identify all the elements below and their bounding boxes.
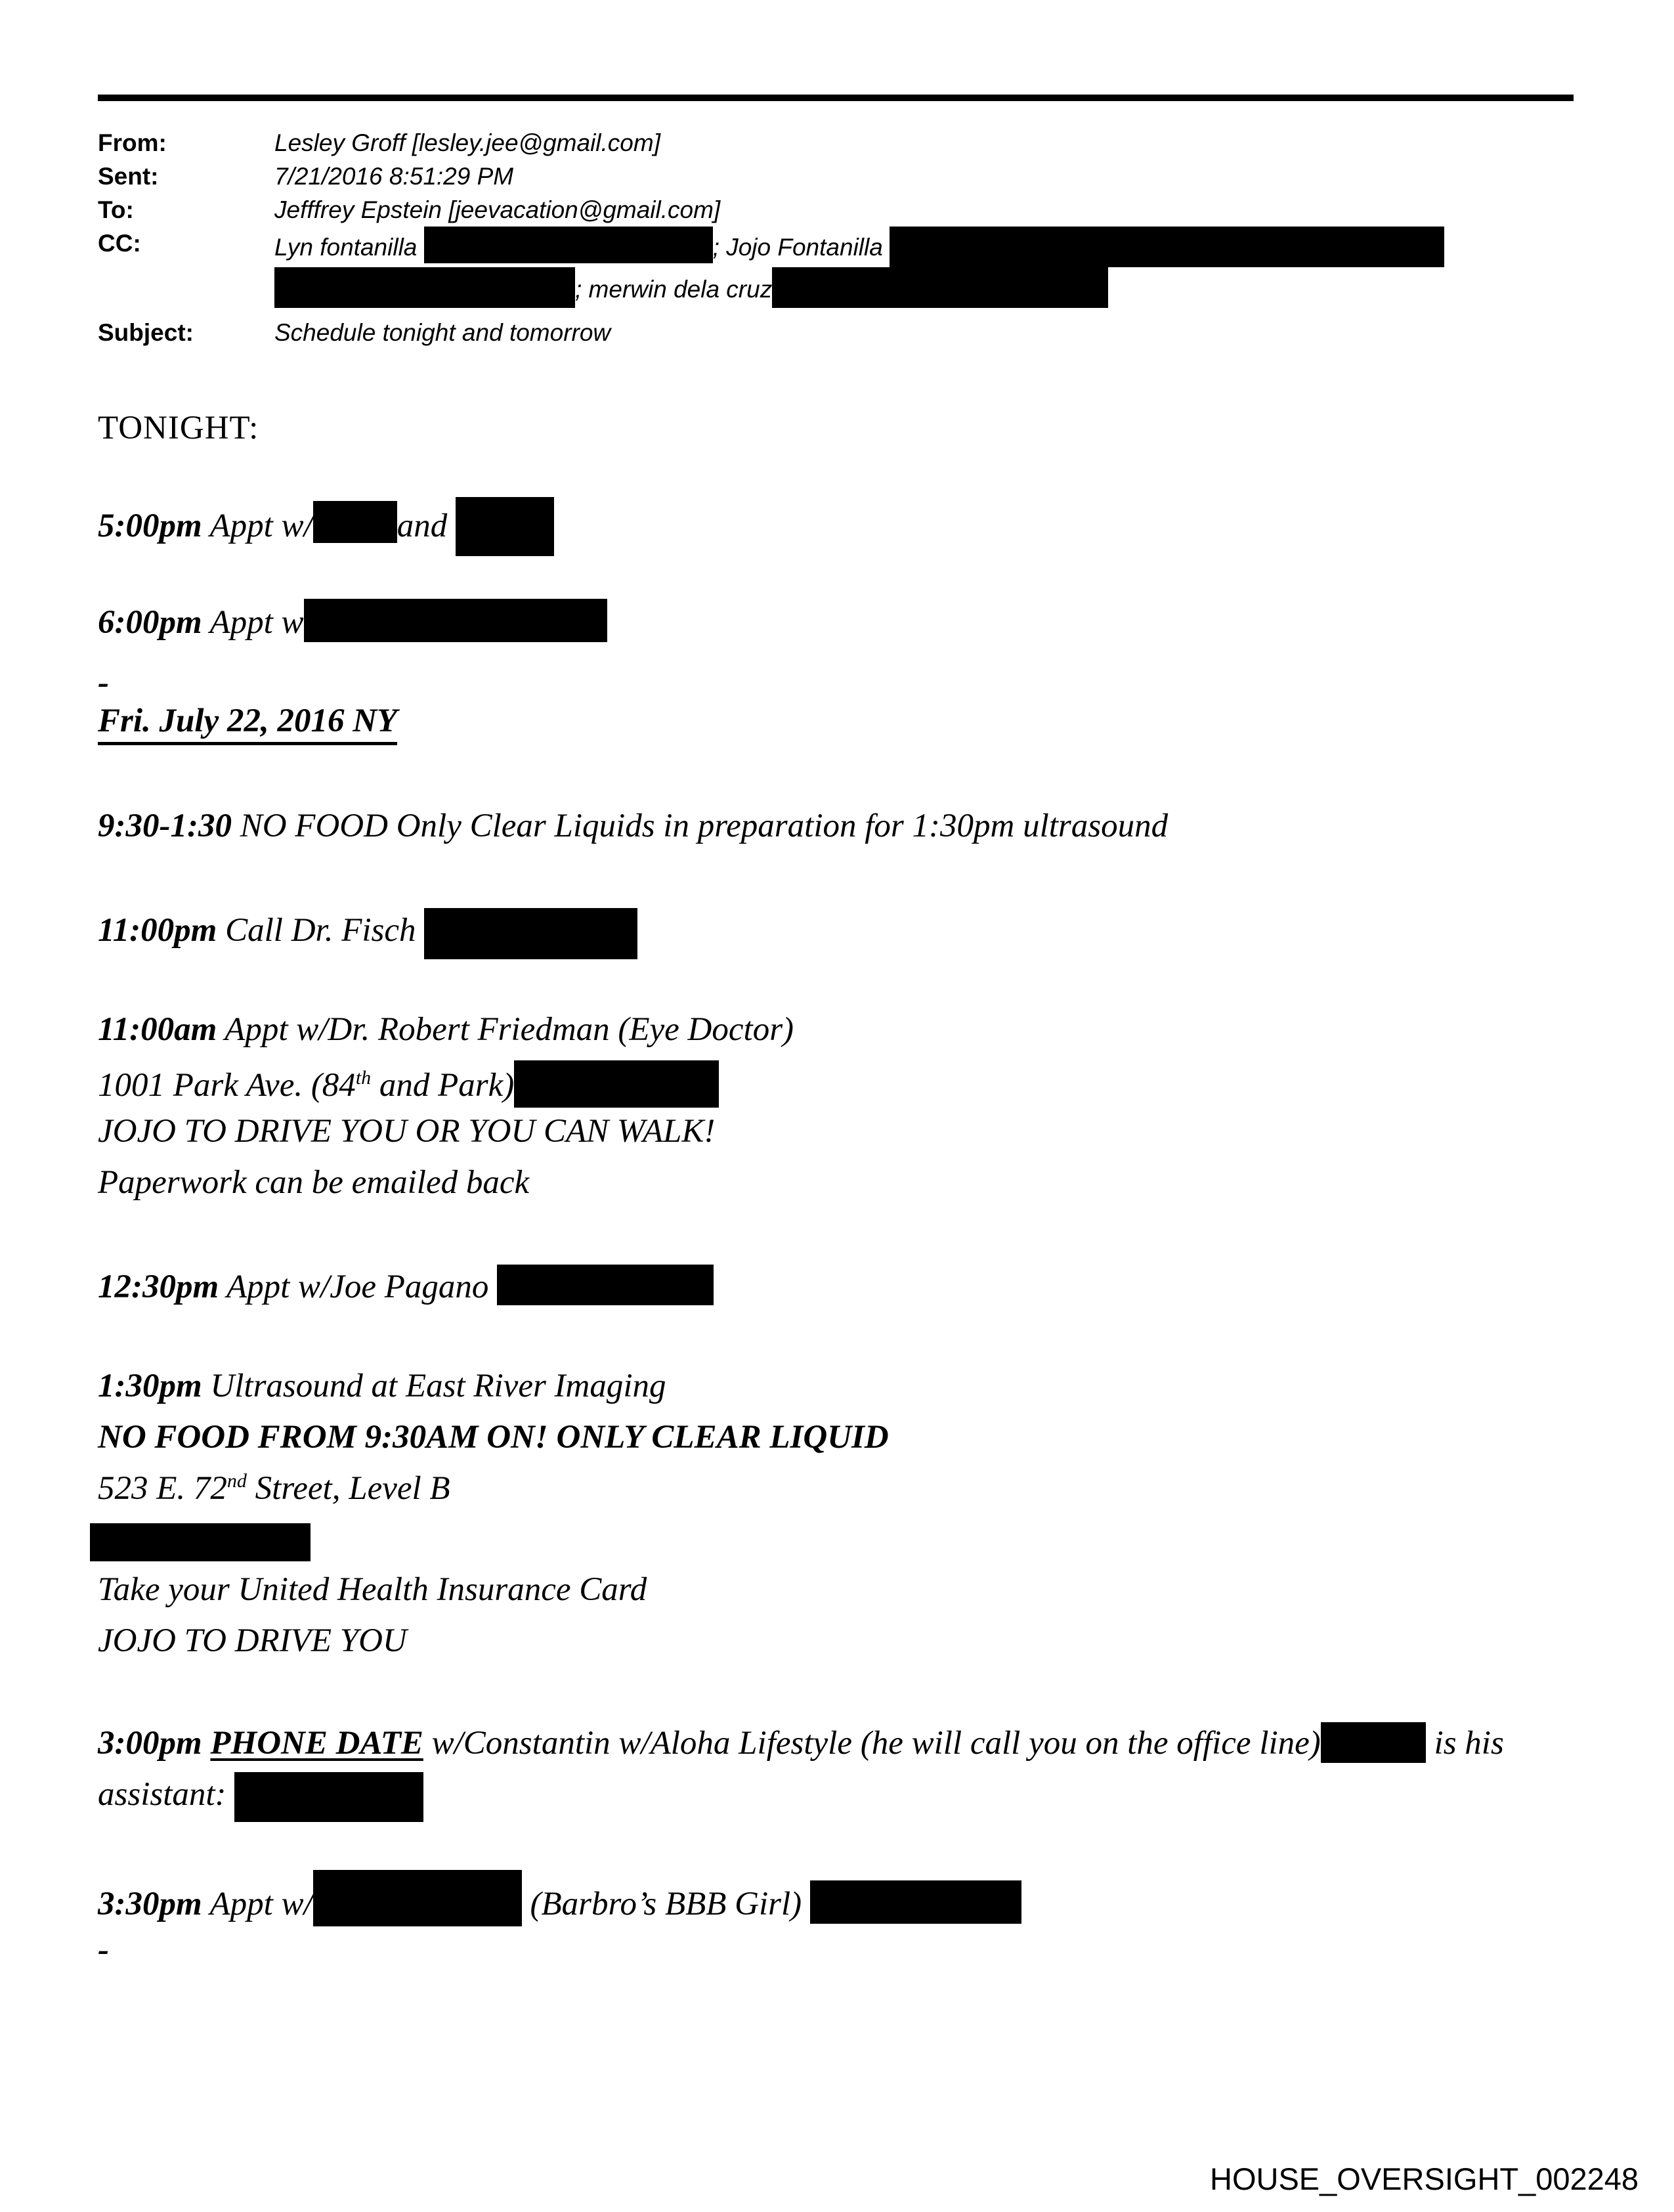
body-eye-doctor-address-text-2: and Park) xyxy=(371,1067,515,1104)
header-label-subject: Subject: xyxy=(98,319,194,346)
body-call-dr-fisch-text-0: 11:00pm xyxy=(98,912,217,949)
body-line-appt-joe-pagano xyxy=(98,1265,714,1307)
body-line-date-heading xyxy=(98,701,397,741)
body-appt-330-text-0: 3:30pm xyxy=(98,1886,202,1922)
body-appt-joe-pagano-text-1: Appt w/Joe Pagano xyxy=(219,1269,498,1305)
body-no-food-930-text-1: NO FOOD Only Clear Liquids in preparation for 1:30pm ultrasound xyxy=(231,808,1169,844)
body-appt-5pm-text-0: 5:00pm xyxy=(98,508,202,544)
redaction-bar xyxy=(514,1060,719,1108)
header-value-to xyxy=(274,193,1608,227)
body-imaging-address-text-2: Street, Level B xyxy=(246,1470,450,1507)
body-appt-330-text-3: (Barbro’s BBB Girl) xyxy=(521,1886,810,1922)
header-value-cc-line2 xyxy=(274,267,1608,308)
header-from-text-0: Lesley Groff [lesley.jee@gmail.com] xyxy=(274,129,660,156)
body-line-phone-date-assistant xyxy=(98,1772,423,1822)
body-line-ultrasound-130 xyxy=(98,1366,666,1406)
bates-stamp: HOUSE_OVERSIGHT_002248 xyxy=(1210,2161,1639,2196)
body-line-call-dr-fisch xyxy=(98,908,637,959)
header-row-from xyxy=(98,126,1608,160)
header-label-sent: Sent: xyxy=(98,163,159,190)
body-appt-5pm-text-3: and xyxy=(397,508,456,544)
body-line-imaging-address xyxy=(98,1469,450,1508)
body-appt-6pm-text-1: Appt w xyxy=(202,604,304,641)
body-ultrasound-130-text-0: 1:30pm xyxy=(98,1368,202,1404)
redaction-bar xyxy=(424,227,713,263)
body-line-tonight-heading xyxy=(98,408,259,448)
body-appt-5pm-text-1: Appt w/ xyxy=(202,508,313,544)
redaction-bar xyxy=(1321,1722,1426,1763)
body-jojo-drive-or-walk-text-0: JOJO TO DRIVE YOU OR YOU CAN WALK! xyxy=(98,1113,716,1150)
body-line-eye-doctor-address xyxy=(98,1060,719,1108)
header-value-cc xyxy=(274,227,1608,267)
body-appt-330-text-1: Appt w/ xyxy=(202,1886,313,1922)
header-sent-text-0: 7/21/2016 8:51:29 PM xyxy=(274,163,514,190)
body-line-paperwork-note xyxy=(98,1163,529,1202)
redaction-bar xyxy=(497,1265,714,1305)
redaction-bar xyxy=(772,267,1108,308)
body-imaging-address-sup-1: nd xyxy=(226,1470,247,1492)
body-dash-2-text-0: - xyxy=(98,1932,109,1968)
header-value-subject xyxy=(274,316,1608,349)
header-label-from: From: xyxy=(98,129,167,156)
header-row-cc xyxy=(98,227,1608,267)
body-appt-6pm-text-0: 6:00pm xyxy=(98,604,202,641)
body-insurance-note-text-0: Take your United Health Insurance Card xyxy=(98,1571,647,1608)
body-appt-eye-doctor-text-0: 11:00am xyxy=(98,1011,217,1048)
body-phone-date-text-4: is his xyxy=(1425,1725,1504,1762)
body-line-dash-1 xyxy=(98,663,109,703)
header-value-sent xyxy=(274,160,1608,193)
header-label-cc: CC: xyxy=(98,230,141,257)
body-line-appt-330 xyxy=(98,1870,1021,1926)
header-to-text-0: Jefffrey Epstein [jeevacation@gmail.com] xyxy=(274,196,721,223)
body-eye-doctor-address-text-0: 1001 Park Ave. (84 xyxy=(98,1067,356,1104)
body-ultrasound-130-text-1: Ultrasound at East River Imaging xyxy=(202,1368,666,1404)
body-appt-joe-pagano-text-0: 12:30pm xyxy=(98,1269,219,1305)
body-line-no-food-warning xyxy=(98,1418,889,1457)
body-jojo-drive-text-0: JOJO TO DRIVE YOU xyxy=(98,1622,407,1659)
redaction-bar xyxy=(90,1523,311,1561)
body-phone-date-assistant-text-0: assistant: xyxy=(98,1776,235,1813)
body-imaging-address-text-0: 523 E. 72 xyxy=(98,1470,227,1507)
body-tonight-heading-text-0: TONIGHT: xyxy=(98,410,259,446)
header-cc-line2-text-1: ; merwin dela cruz xyxy=(575,276,773,303)
body-phone-date-text-2: w/Constantin w/Aloha Lifestyle (he will call you on the office line) xyxy=(423,1725,1321,1762)
redaction-bar xyxy=(456,497,554,556)
body-line-no-food-930 xyxy=(98,806,1168,846)
header-row-cc-line2 xyxy=(98,267,1608,308)
body-paperwork-note-text-0: Paperwork can be emailed back xyxy=(98,1164,530,1201)
body-line-appt-6pm xyxy=(98,599,607,642)
body-line-jojo-drive-or-walk xyxy=(98,1112,715,1151)
redaction-bar xyxy=(274,267,575,308)
redaction-bar xyxy=(313,1870,522,1926)
header-label-to: To: xyxy=(98,196,134,223)
redaction-bar xyxy=(304,599,607,642)
redaction-bar xyxy=(313,501,397,543)
redaction-bar xyxy=(424,908,637,959)
body-phone-date-text-0: 3:00pm xyxy=(98,1725,211,1762)
body-line-jojo-drive xyxy=(98,1621,407,1660)
body-line-appt-eye-doctor xyxy=(98,1010,794,1049)
header-row-subject xyxy=(98,316,1608,349)
email-header xyxy=(98,126,1608,349)
redaction-bar xyxy=(234,1772,423,1822)
body-date-heading-text-0: Fri. July 22, 2016 NY xyxy=(98,703,397,745)
header-value-from xyxy=(274,126,1608,160)
header-row-to xyxy=(98,193,1608,227)
body-eye-doctor-address-sup-1: th xyxy=(355,1067,372,1089)
header-cc-text-0: Lyn fontanilla xyxy=(274,234,424,261)
body-line-dash-2 xyxy=(98,1930,109,1970)
body-no-food-warning-text-0: NO FOOD FROM 9:30AM ON! ONLY CLEAR LIQUID xyxy=(98,1419,889,1456)
header-rule xyxy=(98,95,1574,101)
body-line-insurance-note xyxy=(98,1570,647,1609)
redaction-bar xyxy=(810,1880,1021,1924)
body-line-appt-5pm xyxy=(98,497,554,556)
body-appt-eye-doctor-text-1: Appt w/Dr. Robert Friedman (Eye Doctor) xyxy=(217,1011,794,1048)
body-line-phone-date xyxy=(98,1722,1504,1763)
body-call-dr-fisch-text-1: Call Dr. Fisch xyxy=(217,912,425,949)
body-no-food-930-text-0: 9:30-1:30 xyxy=(98,808,232,844)
body-dash-1-text-0: - xyxy=(98,664,109,701)
header-cc-text-2: ; Jojo Fontanilla xyxy=(712,234,890,261)
body-phone-date-text-1: PHONE DATE xyxy=(210,1725,423,1762)
header-row-sent xyxy=(98,160,1608,193)
header-subject-text-0: Schedule tonight and tomorrow xyxy=(274,319,611,346)
redaction-bar xyxy=(890,227,1444,267)
